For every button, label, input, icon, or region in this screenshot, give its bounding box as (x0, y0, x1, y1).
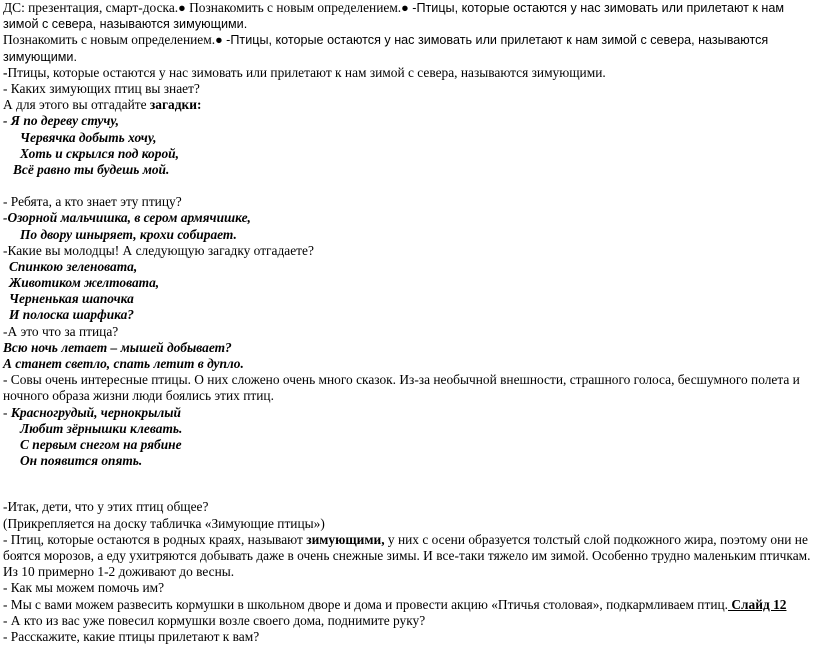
survival-line: Из 10 примерно 1-2 доживают до весны. (3, 564, 235, 580)
question-feeder: - А кто из вас уже повесил кормушки возле своего дома, поднимите руку? (3, 612, 426, 628)
header-paragraph (3, 0, 813, 32)
header-part1: ДС: презентация, смарт-доска. (3, 0, 179, 15)
riddle3-line: Животиком желтовата, (9, 275, 160, 291)
riddle2-line: По двору шныряет, крохи собирает. (20, 226, 237, 242)
riddle2-line: -Озорной мальчишка, в сером армячишке, (3, 210, 251, 226)
definition-line: -Птицы, которые остаются у нас зимовать или прилетают к нам зимой с севера, называются зимующими. (3, 64, 606, 80)
riddles-intro: А для этого вы отгадайте загадки: (3, 97, 202, 113)
owls-paragraph: - Совы очень интересные птицы. О них сложено очень много сказок. Из-за необычной внешности, страшного голоса, бесшумного полета и ночного образа жизни люди боялись этих птиц. (3, 372, 800, 404)
bullet-icon: ● (178, 1, 186, 15)
bullet-icon: ● (215, 33, 223, 48)
question-arrive: - Расскажите, какие птицы прилетают к вам? (3, 628, 260, 644)
action-line: - Мы с вами можем развесить кормушки в школьном дворе и дома и провести акцию «Птичья столовая», подкармливаем птиц. Слайд 12 (3, 596, 787, 612)
question-common: -Итак, дети, что у этих птиц общее? (3, 499, 209, 515)
riddle5-line: Любит зёрнышки клевать. (20, 420, 183, 436)
header-part2: Познакомить с новым определением. (185, 0, 402, 15)
header-definition: -Птицы, которые остаются у нас зимовать или прилетают к нам зимой с севера, называются зимующими. (3, 1, 785, 32)
repeat-paragraph (3, 32, 813, 64)
riddle1-line: Хоть и скрылся под корой, (20, 145, 179, 161)
riddle1-line: - Я по дереву стучу, (3, 113, 119, 129)
repeat-part-a: Познакомить с новым определением. (3, 32, 216, 48)
riddle1-line: Червячка добыть хочу, (20, 129, 157, 145)
slide-reference: Слайд 12 (728, 596, 787, 612)
riddle1-line: Всё равно ты будешь мой. (13, 161, 170, 177)
question-know-bird: - Ребята, а кто знает эту птицу? (3, 194, 182, 210)
riddle3-line: Спинкою зеленовата, (9, 258, 138, 274)
riddle4-line: Всю ночь летает – мышей добывает? (3, 339, 232, 355)
riddle3-line: Черненькая шапочка (9, 291, 134, 307)
riddle5-line: - Красногрудый, чернокрылый (3, 404, 181, 420)
praise-line: -Какие вы молодцы! А следующую загадку отгадаете? (3, 242, 314, 258)
repeat-part-b: -Птицы, которые остаются у нас зимовать или прилетают к нам зимой с севера, называются зимующими. (3, 33, 769, 64)
document-body (3, 0, 813, 645)
question-what-bird: -А это что за птица? (3, 323, 119, 339)
riddle5-line: Он появится опять. (20, 453, 143, 469)
wintering-paragraph: - Птиц, которые остаются в родных краях, называют зимующими, у них с осени образуется толстый слой подкожного жира, поэтому они не боятся морозов, а еду ухитряются добывать даже в очень снежные зимы. И все-таки тяжело им зимой. Особенно трудно маленьким птичкам. (3, 531, 811, 563)
bullet-icon: ● (401, 1, 409, 15)
question-help: - Как мы можем помочь им? (3, 580, 165, 596)
riddle3-line: И полоска шарфика? (9, 307, 135, 323)
riddle5-line: С первым снегом на рябине (20, 436, 182, 452)
board-note: (Прикрепляется на доску табличка «Зимующие птицы») (3, 515, 325, 531)
riddle4-line: А станет светло, спать летит в дупло. (3, 356, 244, 371)
question-birds: - Каких зимующих птиц вы знает? (3, 81, 200, 96)
